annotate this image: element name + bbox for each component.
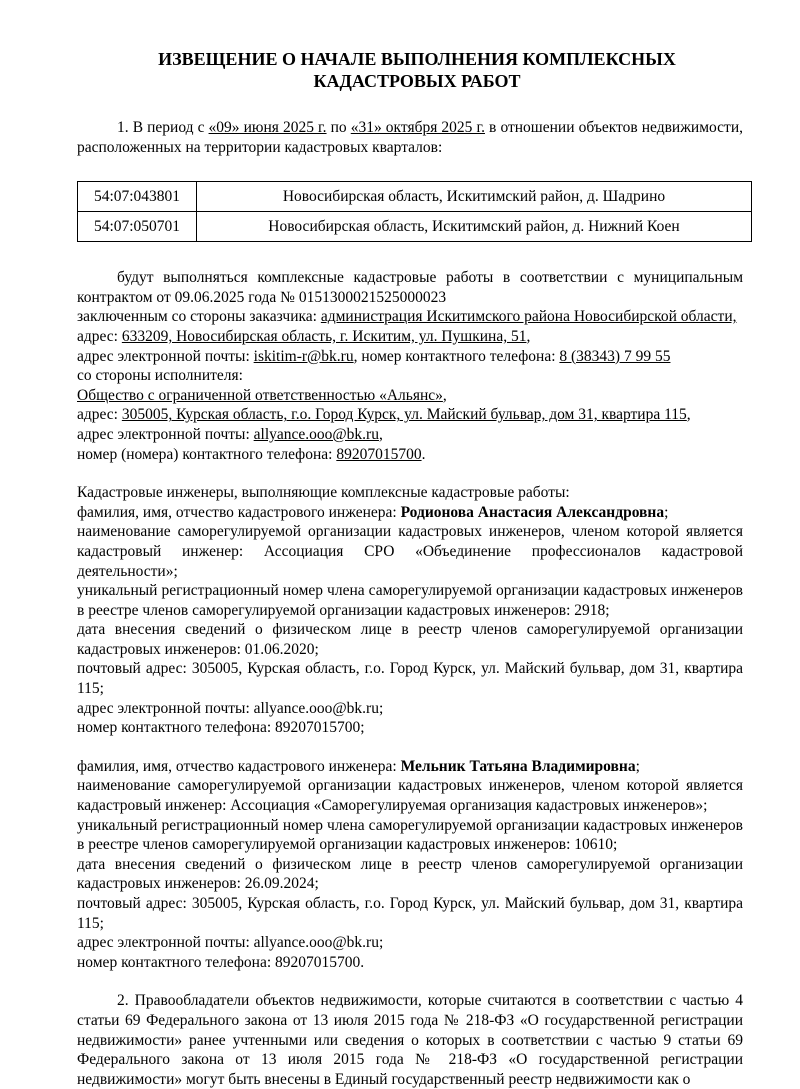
text-run: адрес электронной почты: <box>77 425 254 443</box>
text-run: заключенным со стороны заказчика: <box>77 308 321 326</box>
table-row <box>78 212 752 242</box>
engineers-intro: Кадастровые инженеры, выполняющие комплексные кадастровые работы: <box>77 484 570 502</box>
engineer-email: адрес электронной почты: allyance.ooo@bk.ru; <box>77 699 384 717</box>
engineer-reg-date: дата внесения сведений о физическом лице в реестр членов саморегулируемой организации кадастровых инженеров: 01.06.2020; <box>77 621 743 658</box>
cadastral-quarters-table <box>77 181 752 242</box>
customer-name: администрация Искитимского района Новосибирской области, <box>320 308 737 326</box>
engineer-postal-address: почтовый адрес: 305005, Курская область, г.о. Город Курск, ул. Майский бульвар, дом 31, квартира 115; <box>77 895 743 932</box>
text-run: адрес: <box>77 327 122 345</box>
engineer-fio-line <box>77 757 743 777</box>
text-run: адрес: <box>77 406 122 424</box>
engineer-sro: наименование саморегулируемой организации кадастровых инженеров, членом которой является кадастровый инженер: Ассоциация «Саморегулируемая организация кадастровых инженеров»; <box>77 777 743 815</box>
engineer-sro: наименование саморегулируемой организации кадастровых инженеров, членом которой является кадастровый инженер: Ассоциация СРО «Объединение профессионалов кадастровой деятельности»; <box>77 523 743 580</box>
text-run: , <box>526 327 531 345</box>
text-run: по <box>326 119 351 136</box>
text-run: фамилия, имя, отчество кадастрового инженера: <box>77 757 401 775</box>
customer-address-line <box>77 327 743 347</box>
document-title <box>77 48 743 92</box>
quarter-location: Новосибирская область, Искитимский район, д. Шадрино <box>197 182 752 212</box>
engineer-email: адрес электронной почты: allyance.ooo@bk.ru; <box>77 934 384 952</box>
customer-phone: 8 (38343) 7 99 55 <box>559 347 671 365</box>
engineer-postal-address: почтовый адрес: 305005, Курская область, г.о. Город Курск, ул. Майский бульвар, дом 31, квартира 115; <box>77 660 743 698</box>
executor-address-line <box>77 405 743 425</box>
executor-name: Общество с ограниченной ответственностью «Альянс» <box>77 386 443 404</box>
spacer <box>77 972 743 991</box>
engineer-fio: Мельник Татьяна Владимировна <box>400 757 636 775</box>
quarter-location: Новосибирская область, Искитимский район, д. Нижний Коен <box>197 212 752 242</box>
text-run: , номер контактного телефона: <box>353 347 560 365</box>
text-run: номер (номера) контактного телефона: <box>77 445 337 463</box>
engineer-reg-number: уникальный регистрационный номер члена саморегулируемой организации кадастровых инженеров в реестре членов саморегулируемой организации кадастровых инженеров: 10610; <box>77 816 743 854</box>
engineer-block <box>77 757 743 973</box>
executor-address: 305005, Курская область, г.о. Город Курск, ул. Майский бульвар, дом 31, квартира 115 <box>121 406 687 424</box>
quarter-code: 54:07:050701 <box>78 212 197 242</box>
customer-email-link[interactable]: iskitim-r@bk.ru <box>253 347 354 365</box>
spacer <box>77 464 743 483</box>
text-run: . <box>421 445 426 463</box>
spacer <box>77 738 743 757</box>
start-date: «09» июня 2025 г. <box>208 119 327 136</box>
table-row <box>78 182 752 212</box>
executor-label: со стороны исполнителя: <box>77 367 243 385</box>
engineer-phone: номер контактного телефона: 89207015700; <box>77 719 365 737</box>
engineer-reg-date: дата внесения сведений о физическом лице в реестр членов саморегулируемой организации кадастровых инженеров: 26.09.2024; <box>77 855 743 893</box>
section-1-paragraph <box>77 118 743 157</box>
text-run: , <box>378 425 383 443</box>
title-line-2: КАДАСТРОВЫХ РАБОТ <box>313 71 521 91</box>
executor-line <box>77 386 743 406</box>
quarter-code: 54:07:043801 <box>78 182 197 212</box>
executor-phone-line <box>77 445 743 465</box>
title-line-1: ИЗВЕЩЕНИЕ О НАЧАЛЕ ВЫПОЛНЕНИЯ КОМПЛЕКСНЫХ <box>158 49 676 69</box>
engineer-block <box>77 503 743 738</box>
engineer-phone: номер контактного телефона: 89207015700. <box>77 953 365 971</box>
customer-address: 633209, Новосибирская область, г. Искитим, ул. Пушкина, 51 <box>121 327 527 345</box>
executor-email-link[interactable]: allyance.ooo@bk.ru <box>253 425 379 443</box>
text-run: 1. В период с <box>117 119 209 136</box>
end-date: «31» октября 2025 г. <box>350 119 485 136</box>
text-run: ; <box>635 757 640 775</box>
contract-paragraph: будут выполняться комплексные кадастровые работы в соответствии с муниципальным контрактом от 09.06.2025 года № 0151300021525000023 <box>77 269 743 306</box>
text-run: адрес электронной почты: <box>77 347 254 365</box>
engineer-reg-number: уникальный регистрационный номер члена саморегулируемой организации кадастровых инженеров в реестре членов саморегулируемой организации кадастровых инженеров: 2918; <box>77 582 743 619</box>
executor-phone: 89207015700 <box>336 445 422 463</box>
section-2-paragraph: 2. Правообладатели объектов недвижимости, которые считаются в соответствии с частью 4 статьи 69 Федерального закона от 13 июля 2015 года № 218-ФЗ «О государственной регистрации недвижимости» ранее учтенными или сведения о которых в соответствии с частью 9 статьи 69 Федерального закона от 13 июля 2015 года № 218-ФЗ «О государственной регистрации недвижимости» могут быть внесены в Единый государственный реестр недвижимости как о <box>77 992 743 1088</box>
executor-email-line <box>77 425 743 445</box>
engineer-fio: Родионова Анастасия Александровна <box>400 503 665 521</box>
customer-line <box>77 307 743 327</box>
text-run: , <box>442 386 447 404</box>
engineer-fio-line <box>77 503 743 523</box>
customer-contacts-line <box>77 347 743 367</box>
text-run: ; <box>664 503 669 521</box>
text-run: фамилия, имя, отчество кадастрового инженера: <box>77 503 401 521</box>
text-run: , <box>686 406 691 424</box>
text-run: в отношении объектов недвижимости, расположенных на территории кадастровых кварталов: <box>77 119 743 156</box>
